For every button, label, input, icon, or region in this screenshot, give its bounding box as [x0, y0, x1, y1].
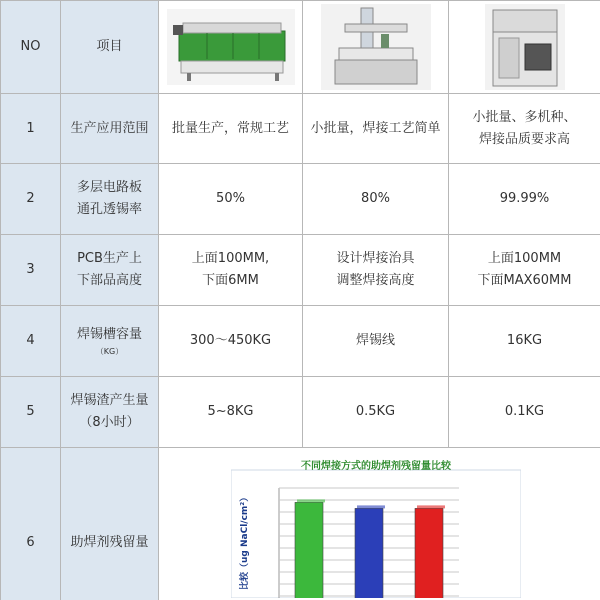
flux-residue-chart-cell — [159, 448, 600, 600]
item-line: 助焊剂残留量 — [70, 535, 149, 550]
chart-bar-3 — [415, 508, 443, 598]
header-machine-3 — [449, 1, 600, 94]
table-row — [1, 164, 600, 235]
row-value — [449, 306, 600, 377]
value-line: 调整焊接高度 — [336, 273, 415, 288]
row-value — [449, 235, 600, 306]
row-item — [61, 94, 159, 164]
flux-residue-chart — [231, 458, 521, 598]
value-line: 设计焊接治具 — [336, 251, 415, 266]
table-row — [1, 235, 600, 306]
row-no: 2 — [1, 164, 61, 235]
row-item — [61, 164, 159, 235]
value-line: 5~8KG — [207, 404, 254, 419]
header-row — [1, 1, 600, 94]
item-line: （8小时） — [79, 415, 140, 430]
item-line: 通孔透锡率 — [76, 202, 142, 217]
header-machine-1 — [159, 1, 303, 94]
row-value — [303, 164, 449, 235]
item-line: PCB生产上 — [77, 251, 142, 266]
header-item: 项目 — [61, 1, 159, 94]
value-line: 99.99% — [499, 191, 550, 206]
table-row — [1, 377, 600, 448]
value-line: 批量生产，常规工艺 — [171, 120, 289, 136]
value-line: 焊锡线 — [355, 333, 395, 348]
row-value — [159, 94, 303, 164]
row-value — [303, 235, 449, 306]
row-no: 6 — [1, 448, 61, 600]
item-line: 焊锡渣产生量 — [70, 393, 149, 408]
value-line: 下面6MM — [202, 273, 259, 288]
row-no: 3 — [1, 235, 61, 306]
header-no: NO — [1, 1, 61, 94]
selective-soldering-machine-photo — [485, 4, 565, 90]
chart-title: 不同焊接方式的助焊剂残留量比较 — [301, 461, 451, 472]
value-line: 0.1KG — [504, 404, 545, 419]
chart-ylabel: 比较（ug NaCl/cm²） — [240, 492, 250, 590]
chart-bar-top-3 — [417, 505, 445, 508]
chart-svg — [231, 458, 521, 598]
row-value — [303, 94, 449, 164]
row-no: 1 — [1, 94, 61, 164]
row-item — [61, 377, 159, 448]
chart-bar-top-1 — [297, 499, 325, 502]
item-line: 下部品高度 — [76, 273, 142, 288]
table-row — [1, 94, 600, 164]
header-machine-2 — [303, 1, 449, 94]
item-line: 多层电路板 — [76, 180, 142, 195]
value-line: 300～450KG — [189, 333, 272, 348]
row-value — [159, 235, 303, 306]
row-item — [61, 448, 159, 600]
row-no: 5 — [1, 377, 61, 448]
chart-bar-1 — [295, 502, 323, 598]
row-value — [449, 94, 600, 164]
table-row — [1, 448, 600, 600]
item-unit: （KG） — [95, 347, 124, 356]
value-line: 焊接品质要求高 — [478, 131, 570, 147]
value-line: 80% — [361, 191, 390, 206]
row-value — [303, 377, 449, 448]
robotic-soldering-machine-photo — [321, 4, 431, 90]
row-value — [159, 164, 303, 235]
value-line: 小批量、多机种、 — [472, 109, 577, 125]
row-value — [303, 306, 449, 377]
value-line: 16KG — [506, 333, 543, 348]
value-line: 下面MAX60MM — [477, 273, 572, 288]
row-item — [61, 306, 159, 377]
row-value — [449, 377, 600, 448]
value-line: 0.5KG — [355, 404, 396, 419]
chart-bar-2 — [355, 508, 383, 598]
table-row — [1, 306, 600, 377]
wave-soldering-machine-photo — [167, 9, 295, 85]
value-line: 50% — [216, 191, 245, 206]
row-item — [61, 235, 159, 306]
value-line: 小批量，焊接工艺简单 — [310, 120, 441, 136]
item-line: 焊锡槽容量 — [76, 327, 142, 342]
chart-bar-top-2 — [357, 505, 385, 508]
row-value — [449, 164, 600, 235]
value-line: 上面100MM — [487, 251, 562, 266]
row-no: 4 — [1, 306, 61, 377]
row-value — [159, 306, 303, 377]
value-line: 上面100MM, — [191, 251, 270, 266]
row-value — [159, 377, 303, 448]
item-line: 生产应用范围 — [70, 120, 149, 136]
